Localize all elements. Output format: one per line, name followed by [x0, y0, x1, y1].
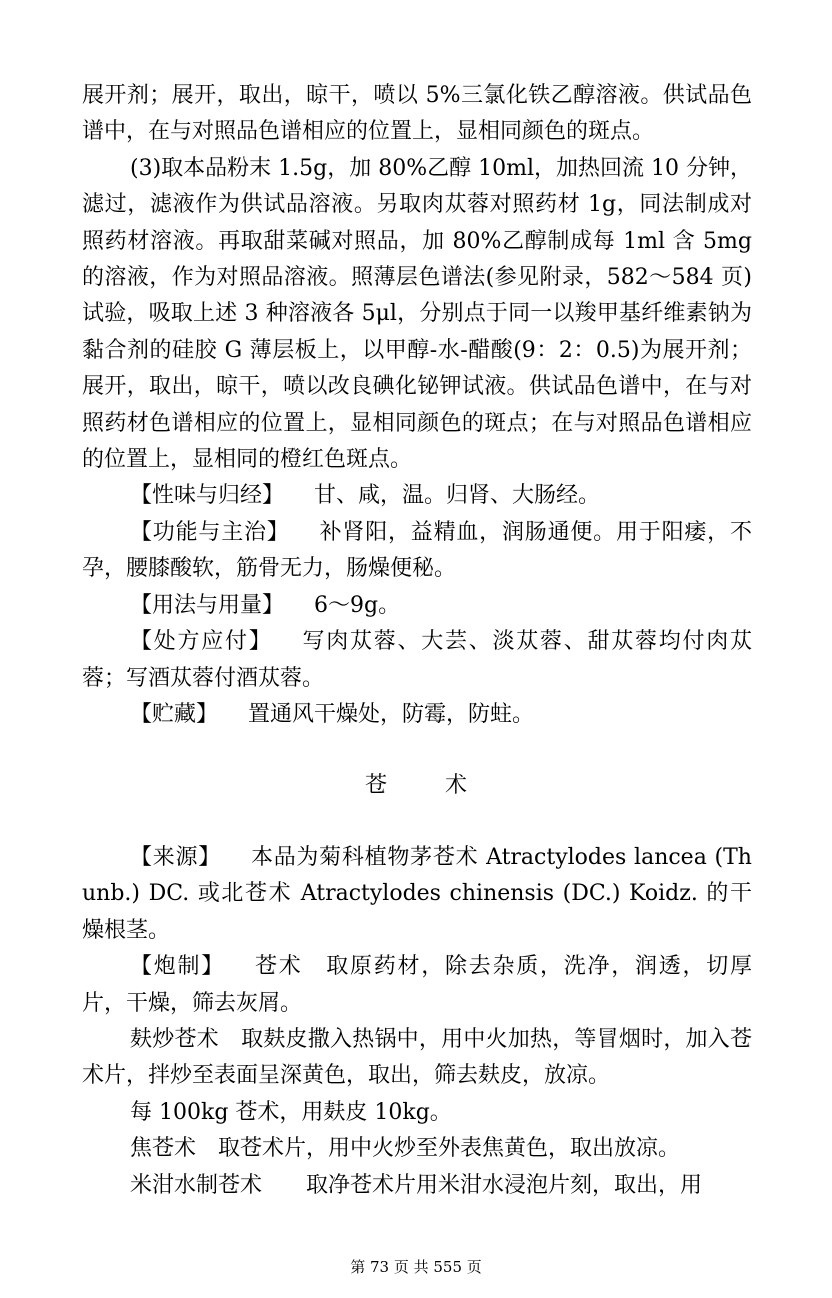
paragraph-function: [82, 515, 752, 588]
paragraph-text: 本品为菊科植物茅苍术 Atractylodes lancea (Thunb.) DC. 或北苍术 Atractylodes chinensis (DC.) Koidz. 的干燥根茎。: [82, 845, 752, 943]
paragraph-text: 焦苍术 取苍术片，用中火炒至外表焦黄色，取出放凉。: [130, 1136, 681, 1162]
page-footer: 第 73 页 共 555 页: [350, 1258, 482, 1276]
paragraph-text: 补肾阳，益精血，润肠通便。用于阳痿，不孕，腰膝酸软，筋骨无力，肠燥便秘。: [82, 519, 752, 582]
section-tag: 【贮藏】: [130, 701, 219, 727]
heading-char: 术: [445, 773, 468, 798]
text-block-top: [82, 78, 752, 733]
paragraph-text: 置通风干燥处，防霉，防蛀。: [248, 701, 535, 727]
section-tag: 【性味与归经】: [130, 483, 285, 509]
paragraph-text: 苍术 取原药材，除去杂质，洗净，润透，切厚片，干燥，筛去灰屑。: [82, 954, 752, 1016]
paragraph-text: 麸炒苍术 取麸皮撒入热锅中，用中火加热，等冒烟时，加入苍术片，拌炒至表面呈深黄色，取出，筛去麸皮，放凉。: [82, 1027, 752, 1089]
paragraph-flavor: [82, 478, 752, 514]
paragraph-text: 6～9g。: [314, 592, 401, 618]
paragraph-source: [82, 840, 752, 949]
heading-char: 苍: [364, 773, 387, 798]
text-block-bottom: [82, 840, 752, 1204]
paragraph-text: 写肉苁蓉、大芸、淡苁蓉、甜苁蓉均付肉苁蓉；写酒苁蓉付酒苁蓉。: [82, 629, 752, 691]
paragraph-dosage: [82, 588, 752, 624]
paragraph: [82, 1131, 752, 1167]
section-tag: 【用法与用量】: [130, 592, 285, 618]
paragraph-text: 展开剂；展开，取出，晾干，喷以 5%三氯化铁乙醇溶液。供试品色谱中，在与对照品色谱相应的位置上，显相同颜色的斑点。: [82, 83, 752, 145]
paragraph-text: (3)取本品粉末 1.5g，加 80%乙醇 10ml，加热回流 10 分钟，滤过，滤液作为供试品溶液。另取肉苁蓉对照药材 1g，同法制成对照药材溶液。再取甜菜碱对照品，加 80%乙醇制成每 1ml 含 5mg 的溶液，作为对照品溶液。照薄层色谱法(参见附录，582～584 页)试验，吸取上述 3 种溶液各 5μl，分别点于同一以羧甲基纤维素钠为黏合剂的硅胶 G 薄层板上，以甲醇-水-醋酸(9：2：0.5)为展开剂；展开，取出，晾干，喷以改良碘化铋钾试液。供试品色谱中，在与对照药材色谱相应的位置上，显相同颜色的斑点；在与对照品色谱相应的位置上，显相同的橙红色斑点。: [82, 155, 752, 473]
section-heading: [0, 768, 832, 799]
paragraph: [82, 151, 752, 479]
paragraph: [82, 1095, 752, 1131]
section-tag: 【炮制】: [130, 954, 225, 980]
paragraph: [82, 78, 752, 151]
paragraph: [82, 1168, 752, 1204]
section-tag: 【功能与主治】: [130, 519, 290, 545]
section-tag: 【来源】: [130, 845, 221, 870]
paragraph-processing: [82, 949, 752, 1022]
paragraph-text: 每 100kg 苍术，用麸皮 10kg。: [130, 1099, 452, 1125]
paragraph-text: 甘、咸，温。归肾、大肠经。: [314, 483, 601, 509]
paragraph-storage: [82, 697, 752, 733]
paragraph: [82, 1022, 752, 1095]
paragraph-prescription: [82, 624, 752, 697]
section-tag: 【处方应付】: [130, 629, 273, 655]
paragraph-text: 米泔水制苍术 取净苍术片用米泔水浸泡片刻，取出，用: [130, 1172, 703, 1198]
